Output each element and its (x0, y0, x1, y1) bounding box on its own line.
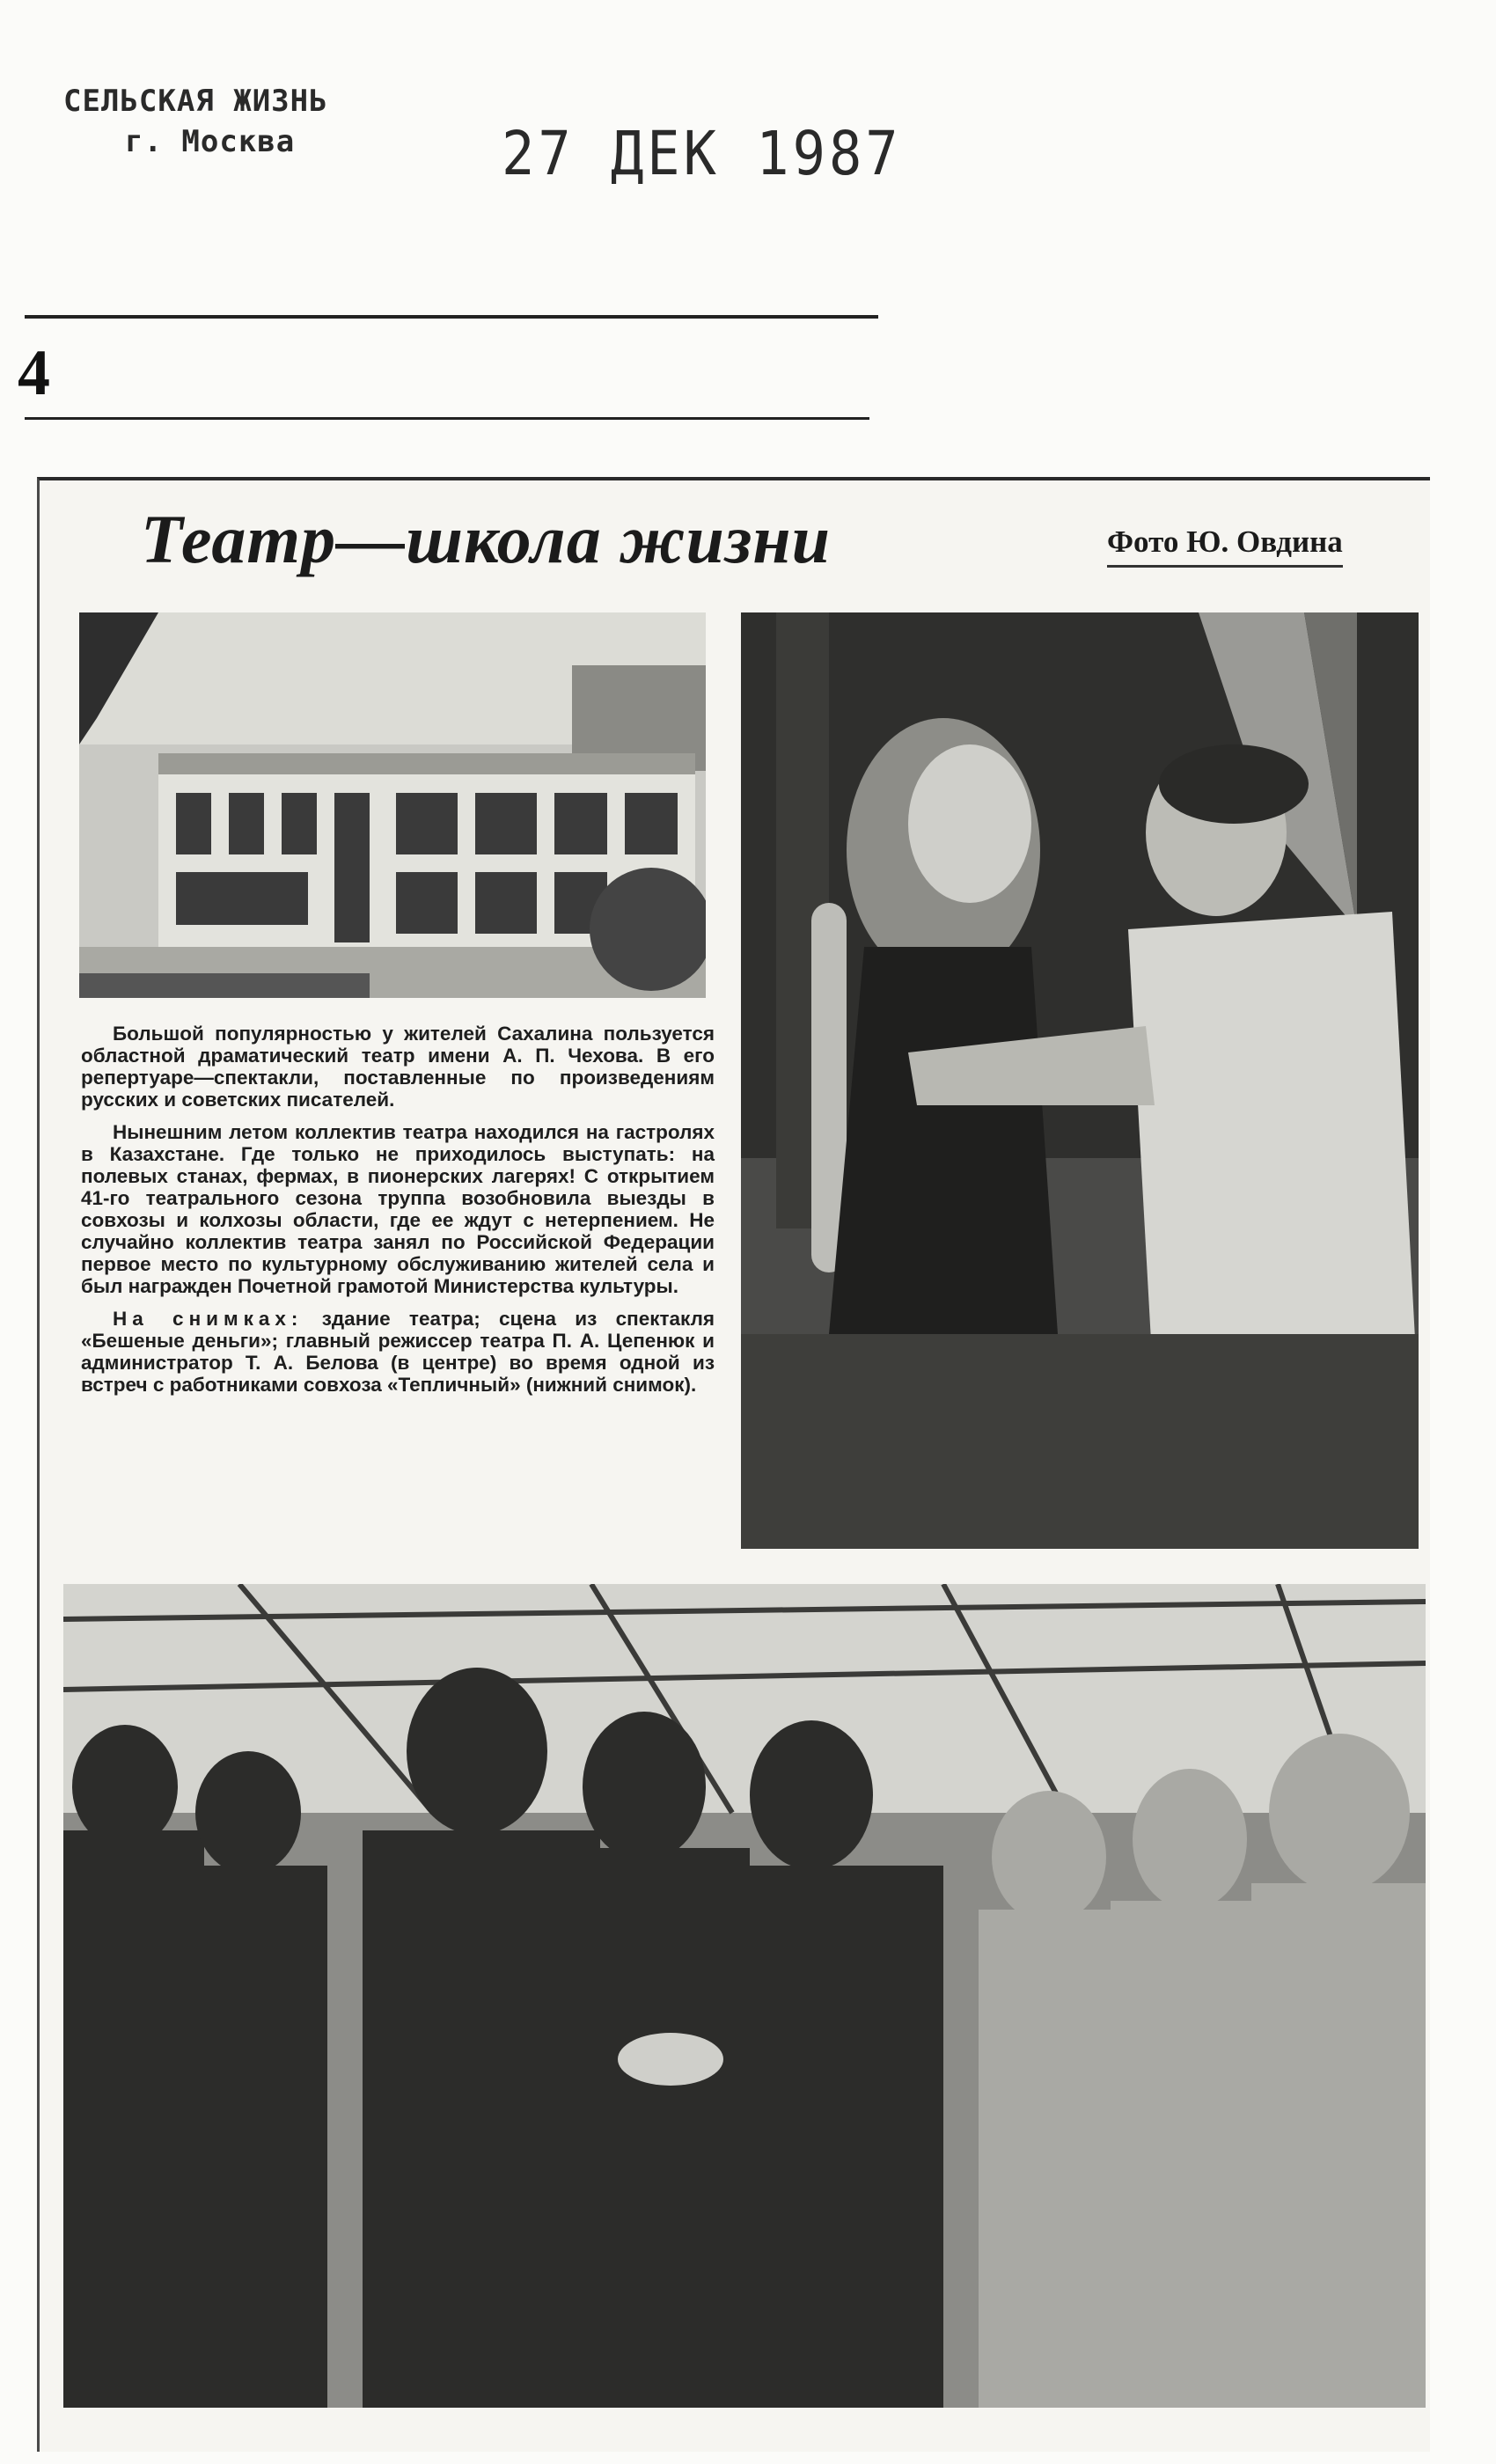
stage-scene-photo (741, 612, 1419, 1549)
theatre-building-photo (79, 612, 706, 998)
bottom-rule (25, 417, 869, 420)
top-rule (25, 315, 878, 319)
page-number: 4 (18, 337, 50, 409)
newspaper-name: СЕЛЬСКАЯ ЖИЗНЬ (63, 84, 328, 119)
date-stamp: 27 ДЕК 1987 (502, 118, 902, 189)
article-title: Театр—школа жизни (141, 501, 831, 577)
photo-credit: Фото Ю. Овдина (1107, 524, 1343, 568)
greenhouse-meeting-photo (63, 1584, 1426, 2408)
newspaper-stamp (63, 81, 328, 162)
caption-label: На снимках: (113, 1308, 304, 1330)
article-body (81, 1023, 715, 1406)
photo-caption (81, 1308, 715, 1396)
article-paragraph-1: Большой популярностью у жителей Сахалина пользуется областной драматический театр имени А. П. Чехова. В его репертуаре—спектакли, поставленные по произведениям русских и советских писателей. (81, 1023, 715, 1111)
article-paragraph-2: Нынешним летом коллектив театра находился на гастролях в Казахстане. Где только не приходилось выступать: на полевых станах, фермах, в пионерских лагерях! С открытием 41-го театрального сезона труппа возобновила выезды в совхозы и колхозы области, где ее ждут с нетерпением. Не случайно коллектив театра занял по Российской Федерации первое место по культурному обслуживанию жителей села и был награжден Почетной грамотой Министерства культуры. (81, 1121, 715, 1297)
newspaper-city: г. Москва (125, 124, 296, 159)
caption-text: здание театра; сцена из спектакля «Бешеные деньги»; главный режиссер театра П. А. Цепенюк и администратор Т. А. Белова (в центре) во время одной из встреч с работниками совхоза «Тепличный» (нижний снимок). (81, 1308, 715, 1396)
